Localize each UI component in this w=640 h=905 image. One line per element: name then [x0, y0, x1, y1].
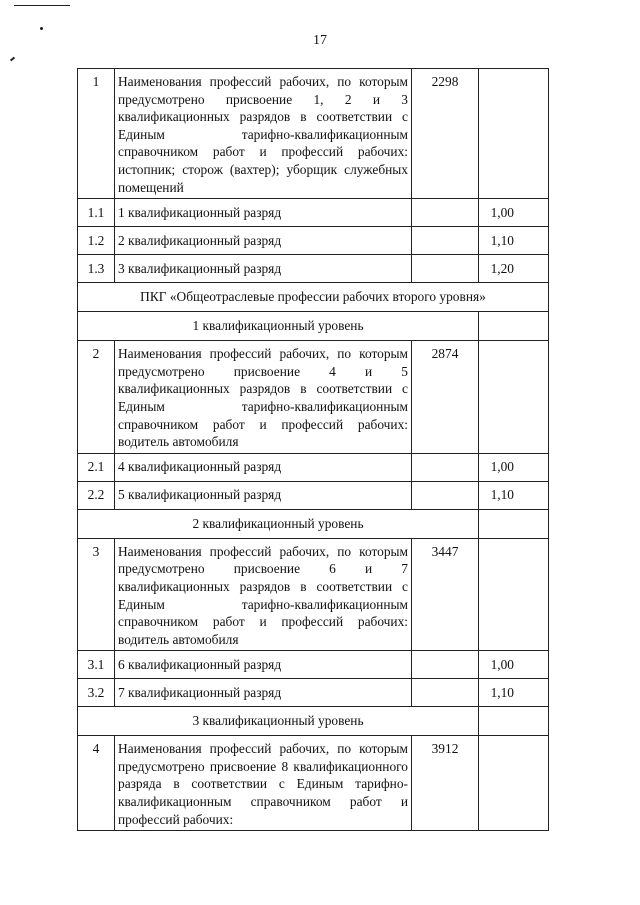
- row-number: 3.1: [78, 651, 115, 679]
- table-row: [78, 679, 549, 707]
- row-number: 2: [78, 341, 115, 454]
- coefficient: [479, 538, 549, 651]
- coefficient: 1,10: [479, 227, 549, 255]
- coefficient: 1,00: [479, 651, 549, 679]
- qualification-grade: 5 квалификационный разряд: [115, 481, 412, 509]
- scan-mark-top-line: [14, 5, 70, 6]
- base-salary: [412, 227, 479, 255]
- base-salary: [412, 199, 479, 227]
- empty-cell: [479, 707, 549, 736]
- row-number: 3.2: [78, 679, 115, 707]
- table-row: [78, 255, 549, 283]
- coefficient: 1,00: [479, 199, 549, 227]
- profession-description: Наименования профессий рабочих, по которым предусмотрено присвоение 4 и 5 квалификационных разрядов в соответствии с Единым тарифно-квалификационным справочником работ и профессий рабочих: водитель автомобиля: [115, 341, 412, 454]
- base-salary: [412, 651, 479, 679]
- qualification-grade: 6 квалификационный разряд: [115, 651, 412, 679]
- row-number: 1.2: [78, 227, 115, 255]
- coefficient: [479, 69, 549, 199]
- table-row: [78, 736, 549, 831]
- group-title: ПКГ «Общеотраслевые профессии рабочих второго уровня»: [78, 283, 549, 312]
- coefficient: [479, 341, 549, 454]
- coefficient: 1,20: [479, 255, 549, 283]
- level-header-row: [78, 312, 549, 341]
- base-salary: 2874: [412, 341, 479, 454]
- profession-description: Наименования профессий рабочих, по которым предусмотрено присвоение 1, 2 и 3 квалификационных разрядов в соответствии с Единым тарифно-квалификационным справочником работ и профессий рабочих: истопник; сторож (вахтер); уборщик служебных помещений: [115, 69, 412, 199]
- table-row: [78, 538, 549, 651]
- table-row: [78, 69, 549, 199]
- salary-table: [77, 68, 549, 831]
- base-salary: 2298: [412, 69, 479, 199]
- level-title: 1 квалификационный уровень: [78, 312, 479, 341]
- base-salary: 3912: [412, 736, 479, 831]
- level-header-row: [78, 707, 549, 736]
- row-number: 3: [78, 538, 115, 651]
- qualification-grade: 3 квалификационный разряд: [115, 255, 412, 283]
- page-number: 17: [313, 33, 327, 48]
- base-salary: [412, 255, 479, 283]
- qualification-grade: 7 квалификационный разряд: [115, 679, 412, 707]
- table-row: [78, 199, 549, 227]
- coefficient: 1,10: [479, 481, 549, 509]
- table-row: [78, 341, 549, 454]
- row-number: 4: [78, 736, 115, 831]
- scan-mark-dot: [40, 27, 43, 30]
- row-number: 1.1: [78, 199, 115, 227]
- base-salary: 3447: [412, 538, 479, 651]
- qualification-grade: 4 квалификационный разряд: [115, 453, 412, 481]
- level-header-row: [78, 509, 549, 538]
- base-salary: [412, 453, 479, 481]
- level-title: 2 квалификационный уровень: [78, 509, 479, 538]
- empty-cell: [479, 312, 549, 341]
- row-number: 1.3: [78, 255, 115, 283]
- base-salary: [412, 679, 479, 707]
- profession-description: Наименования профессий рабочих, по которым предусмотрено присвоение 8 квалификационного разряда в соответствии с Единым тарифно-квалификационным справочником работ и профессий рабочих:: [115, 736, 412, 831]
- level-title: 3 квалификационный уровень: [78, 707, 479, 736]
- row-number: 2.1: [78, 453, 115, 481]
- qualification-grade: 1 квалификационный разряд: [115, 199, 412, 227]
- row-number: 2.2: [78, 481, 115, 509]
- table-row: [78, 481, 549, 509]
- table-row: [78, 227, 549, 255]
- coefficient: 1,00: [479, 453, 549, 481]
- scan-mark-tick: [10, 57, 15, 62]
- coefficient: 1,10: [479, 679, 549, 707]
- row-number: 1: [78, 69, 115, 199]
- table-row: [78, 453, 549, 481]
- base-salary: [412, 481, 479, 509]
- group-header-row: [78, 283, 549, 312]
- coefficient: [479, 736, 549, 831]
- qualification-grade: 2 квалификационный разряд: [115, 227, 412, 255]
- profession-description: Наименования профессий рабочих, по которым предусмотрено присвоение 6 и 7 квалификационных разрядов в соответствии с Единым тарифно-квалификационным справочником работ и профессий рабочих: водитель автомобиля: [115, 538, 412, 651]
- empty-cell: [479, 509, 549, 538]
- table-row: [78, 651, 549, 679]
